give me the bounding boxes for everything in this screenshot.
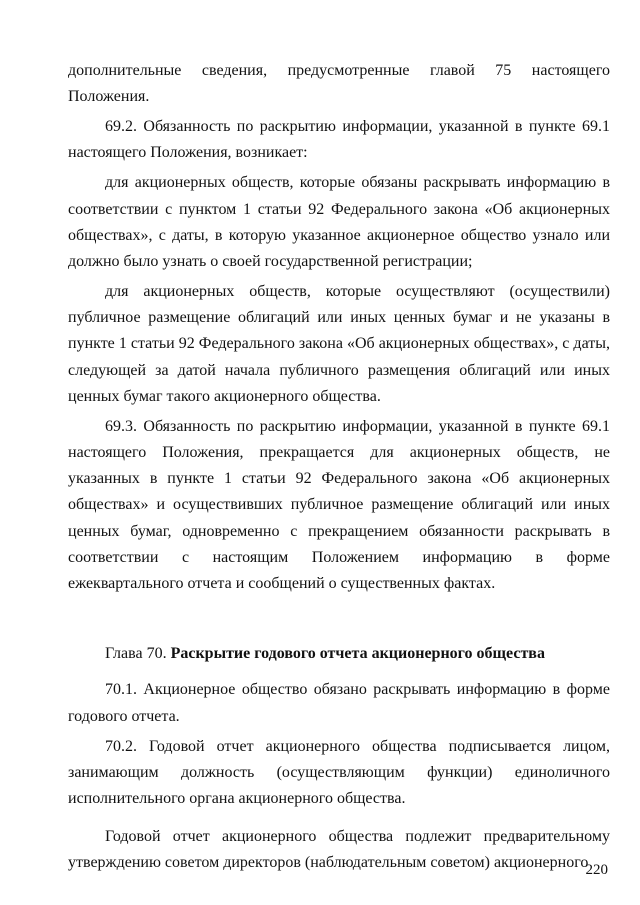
paragraph-69-2-item-1: для акционерных обществ, которые обязаны раскрывать информацию в соответствии с пунктом 1 статьи 92 Федерального закона «Об акционерных обществах», с даты, в которую указанное акционерное общество узнало или должно было узнать о своей государственной регистрации; xyxy=(68,174,610,271)
chapter-heading xyxy=(68,641,610,667)
page-number: 220 xyxy=(585,862,608,878)
paragraph-69-3: 69.3. Обязанность по раскрытию информации, указанной в пункте 69.1 настоящего Положения, прекращается для акционерных обществ, не указанных в пункте 1 статьи 92 Федерального закона «Об акционерных обществах» и осуществивших публичное размещение облигаций или иных ценных бумаг, одновременно с прекращением обязанности раскрывать в соответствии с настоящим Положением информацию в форме ежеквартального отчета и сообщений о существенных фактах. xyxy=(68,417,610,593)
paragraph-70-2: 70.2. Годовой отчет акционерного общества подписывается лицом, занимающим должность (осуществляющим функции) единоличного исполнительного органа акционерного общества. xyxy=(68,737,610,808)
paragraph-continuation: дополнительные сведения, предусмотренные главой 75 настоящего Положения. xyxy=(68,62,610,106)
paragraph-69-2-item-2: для акционерных обществ, которые осуществляют (осуществили) публичное размещение облигаций или иных ценных бумаг и не указаны в пункте 1 статьи 92 Федерального закона «Об акционерных обществах», с даты, следующей за датой начала публичного размещения облигаций или иных ценных бумаг такого акционерного общества. xyxy=(68,283,610,405)
chapter-title: Раскрытие годового отчета акционерного общества xyxy=(170,645,545,663)
paragraph-70-1: 70.1. Акционерное общество обязано раскрывать информацию в форме годового отчета. xyxy=(68,681,610,725)
paragraph-annual-report-approval: Годовой отчет акционерного общества подлежит предварительному утверждению советом директоров (наблюдательным советом) акционерного xyxy=(68,828,610,872)
paragraph-69-2: 69.2. Обязанность по раскрытию информации, указанной в пункте 69.1 настоящего Положения, возникает: xyxy=(68,118,610,162)
chapter-number: Глава 70. xyxy=(105,645,167,663)
page-body xyxy=(68,58,610,877)
